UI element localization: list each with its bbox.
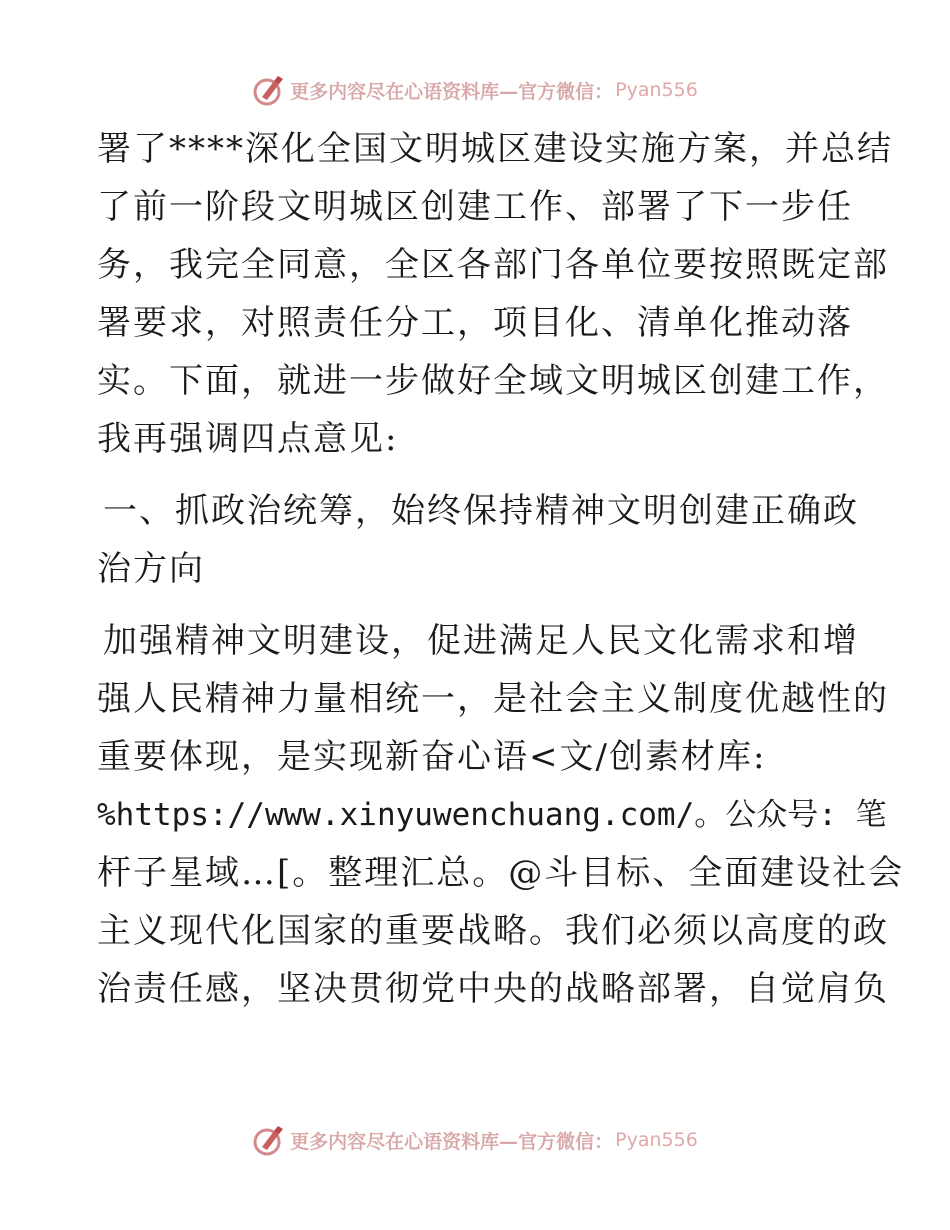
watermark-text: 更多内容尽在心语资料库—官方微信： [290,80,614,103]
watermark-text: 更多内容尽在心语资料库—官方微信： [290,1130,614,1153]
text-line: 了前一阶段文明城区创建工作、部署了下一步任 [97,187,853,227]
text-line: 务，我完全同意，全区各部门各单位要按照既定部 [97,245,889,285]
paragraph-intro [97,120,893,468]
pen-nib-icon [252,1123,286,1157]
text-line: 重要体现，是实现新奋心语<文/创素材库: [97,737,767,777]
text-line: 杆子星域…[。整理汇总。@斗目标、全面建设社会 [97,853,905,893]
header-watermark [0,70,950,110]
text-line: 治责任感，坚决贯彻党中央的战略部署，自觉肩负 [97,969,889,1009]
text-line: 署要求，对照责任分工，项目化、清单化推动落 [97,303,853,343]
text-line: 主义现代化国家的重要战略。我们必须以高度的政 [97,911,889,951]
text-line: %https://www.xinyuwenchuang.com/。公众号: 笔 [97,797,887,833]
heading-line: 治方向 [97,549,205,589]
paragraph-body [97,612,905,1018]
watermark-account: Pyan556 [615,79,698,101]
text-line: 我再强调四点意见: [97,419,399,459]
text-line: 加强精神文明建设，促进满足人民文化需求和增 [103,621,859,661]
text-line: 署了****深化全国文明城区建设实施方案，并总结 [97,129,893,169]
section-heading [97,482,857,598]
watermark-account: Pyan556 [615,1129,698,1151]
text-line: 强人民精神力量相统一，是社会主义制度优越性的 [97,679,889,719]
footer-watermark [0,1120,950,1160]
heading-line: 一、抓政治统筹，始终保持精神文明创建正确政 [103,491,859,531]
pen-nib-icon [252,73,286,107]
document-body [97,120,905,1018]
text-line: 实。下面，就进一步做好全域文明城区创建工作， [97,361,889,401]
